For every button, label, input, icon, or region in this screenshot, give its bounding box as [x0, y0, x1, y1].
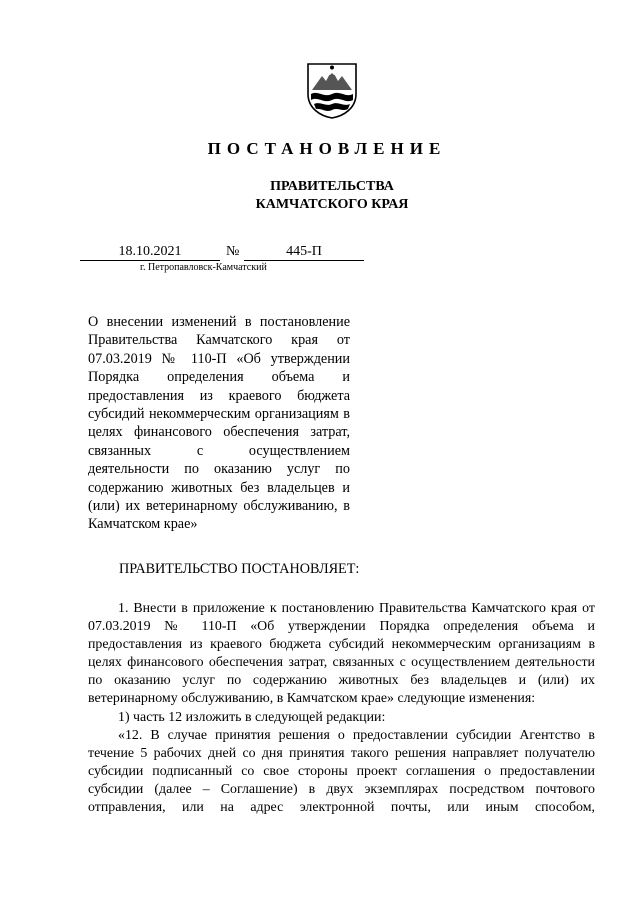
kamchatka-coat-of-arms-icon: [302, 60, 362, 120]
document-number: 445-П: [244, 243, 364, 261]
issuing-authority: [0, 178, 640, 214]
body-paragraph: «12. В случае принятия решения о предоставлении субсидии Агентство в течение 5 рабочих дней со дня принятия такого решения направляет получателю субсидии подписанный со свое стороны проект соглашения о предоставлении субсидии (далее – Соглашение) в двух экземплярах посредством почтового отправления, или на адрес электронной почты, или иным способом,: [88, 727, 595, 816]
document-title: О внесении изменений в постановление Правительства Камчатского края от 07.03.2019 № 110-П «Об утверждении Порядка определения объема и предоставления из краевого бюджета субсидий некоммерческим организациям в целях финансового обеспечения затрат, связанных с осуществлением деятельности по оказанию услуг по содержанию животных без владельцев и (или) их ветеринарному обслуживанию, в Камчатском крае»: [88, 314, 350, 533]
authority-line-1: ПРАВИТЕЛЬСТВА: [270, 179, 394, 194]
body-paragraph: 1. Внести в приложение к постановлению Правительства Камчатского края от 07.03.2019 № 110-П «Об утверждении Порядка определения объема и предоставления из краевого бюджета субсидий некоммерческим организациям в целях финансового обеспечения затрат, связанных с осуществлением деятельности по оказанию услуг по содержанию животных без владельцев и (или) их ветеринарному обслуживанию, в Камчатском крае» следующие изменения:: [88, 601, 595, 707]
document-body: [88, 600, 595, 817]
number-sign: №: [226, 244, 240, 259]
document-place: г. Петропавловск-Камчатский: [140, 262, 267, 273]
decree-statement: ПРАВИТЕЛЬСТВО ПОСТАНОВЛЯЕТ:: [119, 561, 360, 577]
authority-line-2: КАМЧАТСКОГО КРАЯ: [255, 197, 409, 212]
document-type-heading: ПОСТАНОВЛЕНИЕ: [207, 139, 447, 158]
body-paragraph: 1) часть 12 изложить в следующей редакции:: [118, 709, 386, 725]
document-date: 18.10.2021: [80, 243, 220, 261]
